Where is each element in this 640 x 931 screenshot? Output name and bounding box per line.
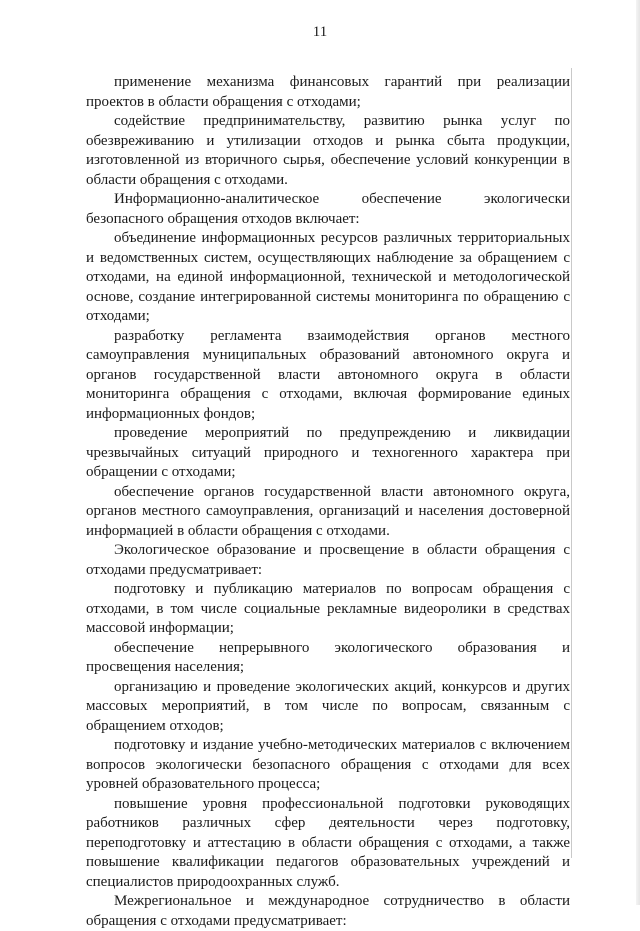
paragraph-emergency-measures: проведение мероприятий по предупреждению и ликвидации чрезвычайных ситуаций природного и техногенного характера при обращении с отходами; [86,425,570,480]
paragraph-teaching-materials: подготовку и издание учебно-методических материалов с включением вопросов экологически безопасного обращения с отходами для всех уровней образовательного процесса; [86,737,570,792]
paragraph-education-heading: Экологическое образование и просвещение в области обращения с отходами предусматривает: [86,542,570,578]
page-number: 11 [312,24,328,40]
paragraph-continuous-education: обеспечение непрерывного экологического образования и просвещения населения; [86,639,570,675]
paragraph-info-analytic-heading: Информационно-аналитическое обеспечение экологически безопасного обращения отходов включает: [86,191,570,227]
paragraph-interaction-regulation: разработку регламента взаимодействия органов местного самоуправления муниципальных образований автономного округа и органов государственной власти автономного округа в области мониторинга обращения с отходами, включая формирование единых информационных фондов; [86,327,570,422]
paragraph-info-resources: объединение информационных ресурсов различных территориальных и ведомственных систем, осуществляющих наблюдение за обращением с отходами, на единой информационной, технической и методологической основе, создание интегрированной системы мониторинга по обращению с отходами; [86,230,570,324]
paragraph-eco-actions: организацию и проведение экологических акций, конкурсов и других массовых мероприятий, в том числе по вопросам, связанным с обращением отходов; [86,678,570,734]
scan-edge-shadow [636,0,640,905]
paragraph-entrepreneurship: содействие предпринимательству, развитию рынка услуг по обезвреживанию и утилизации отходов и рынка сбыта продукции, изготовленной из вторичного сырья, обеспечение условий конкуренции в области обращения с отходами. [86,113,570,188]
scan-margin-line [571,68,572,858]
document-body [86,73,570,931]
paragraph-information-provision: обеспечение органов государственной власти автономного округа, органов местного самоуправления, организаций и населения достоверной информацией в области обращения с отходами. [86,483,570,539]
paragraph-publications: подготовку и публикацию материалов по вопросам обращения с отходами, в том числе социальные рекламные видеоролики в средствах массовой информации; [86,581,570,636]
paragraph-financial-guarantees: применение механизма финансовых гарантий при реализации проектов в области обращения с отходами; [86,74,570,110]
paragraph-cooperation-heading: Межрегиональное и международное сотрудничество в области обращения с отходами предусматривает: [86,893,570,929]
paragraph-qualification: повышение уровня профессиональной подготовки руководящих работников различных сфер деятельности через подготовку, переподготовку и аттестацию в области обращения с отходами, а также повышение квалификации педагогов образовательных учреждений и специалистов природоохранных служб. [86,795,570,890]
